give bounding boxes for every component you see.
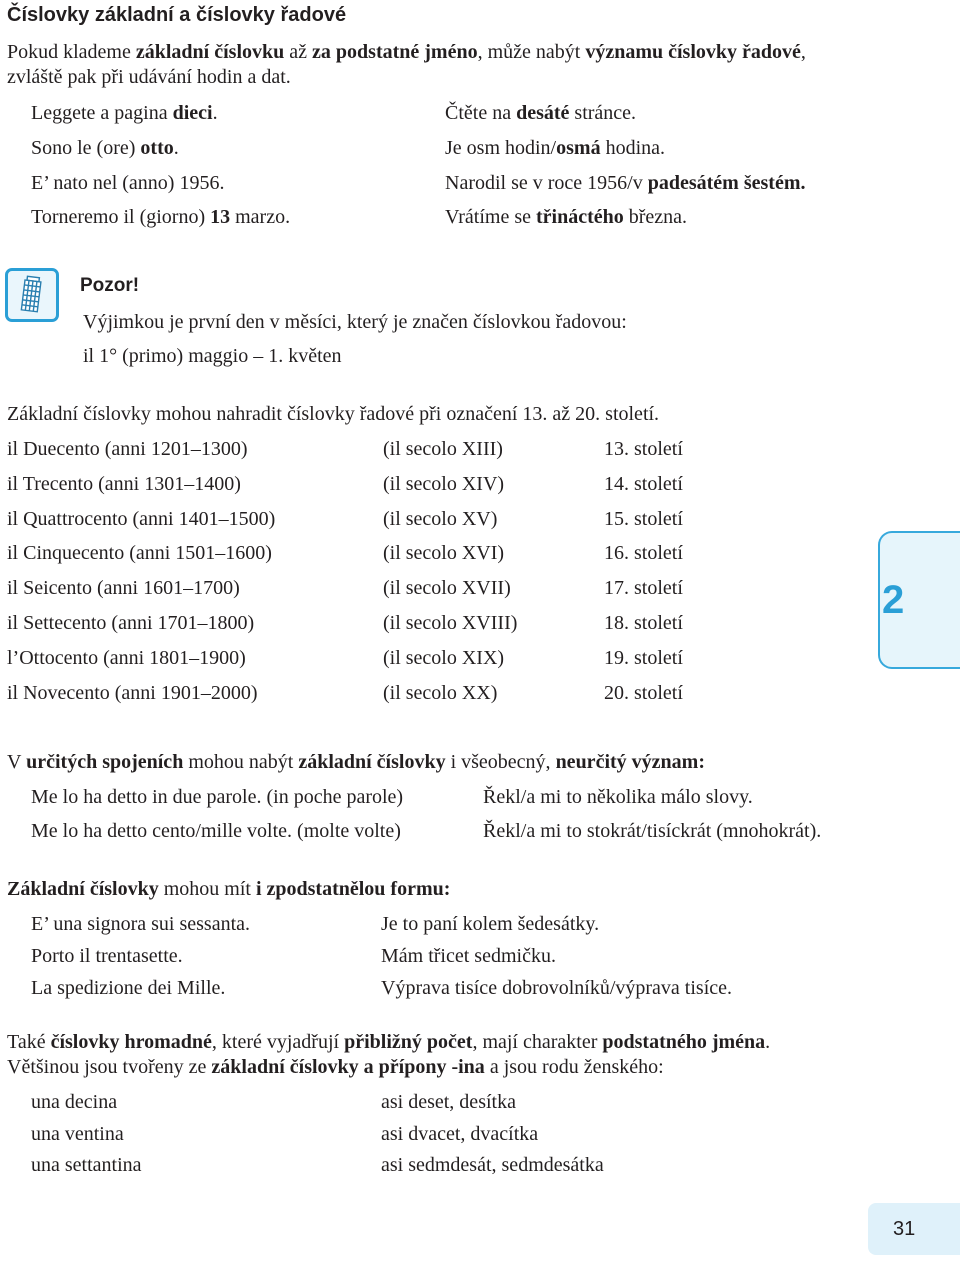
nominal-example-it: La spedizione dei Mille.: [31, 977, 226, 999]
century-latin: (il secolo XV): [383, 508, 498, 530]
indefinite-intro: V určitých spojeních mohou nabýt základní číslovky i všeobecný, neurčitý význam:: [7, 751, 705, 773]
indefinite-example-cz: Řekl/a mi to stokrát/tisíckrát (mnohokrát).: [483, 820, 822, 842]
intro-paragraph: Pokud klademe základní číslovku až za podstatné jméno, může nabýt významu číslovky řadové, zvláště pak při udávání hodin a dat.: [7, 41, 806, 88]
indefinite-example-it: Me lo ha detto cento/mille volte. (molte volte): [31, 820, 401, 842]
century-it: il Settecento (anni 1701–1800): [7, 612, 255, 634]
centuries-intro: Základní číslovky mohou nahradit číslovky řadové při označení 13. až 20. století.: [7, 403, 660, 425]
nominal-example-it: Porto il trentasette.: [31, 945, 183, 967]
nominal-example-it: E’ una signora sui sessanta.: [31, 913, 251, 935]
page-number: 31: [893, 1218, 916, 1240]
collective-example-it: una settantina: [31, 1154, 142, 1176]
nominal-example-cz: Mám třicet sedmičku.: [381, 945, 556, 967]
century-latin: (il secolo XVII): [383, 577, 511, 599]
indefinite-example-cz: Řekl/a mi to několika málo slovy.: [483, 786, 753, 808]
century-it: l’Ottocento (anni 1801–1900): [7, 647, 246, 669]
pozor-heading: Pozor!: [80, 275, 140, 296]
collective-example-cz: asi deset, desítka: [381, 1091, 516, 1113]
century-cz: 14. století: [604, 473, 683, 495]
century-cz: 20. století: [604, 682, 683, 704]
nominal-example-cz: Je to paní kolem šedesátky.: [381, 913, 600, 935]
century-latin: (il secolo XVIII): [383, 612, 518, 634]
nominal-intro: Základní číslovky mohou mít i zpodstatnělou formu:: [7, 878, 451, 900]
collective-example-it: una ventina: [31, 1123, 124, 1145]
century-it: il Trecento (anni 1301–1400): [7, 473, 241, 495]
indefinite-example-it: Me lo ha detto in due parole. (in poche parole): [31, 786, 404, 808]
pozor-text-line1: Výjimkou je první den v měsíci, který je značen číslovkou řadovou:: [83, 311, 627, 333]
example-cz-2: Je osm hodin/osmá hodina.: [445, 137, 666, 159]
page-title: Číslovky základní a číslovky řadové: [7, 4, 347, 26]
century-latin: (il secolo XVI): [383, 542, 505, 564]
example-it-4: Torneremo il (giorno) 13 marzo.: [31, 206, 291, 228]
century-cz: 18. století: [604, 612, 683, 634]
example-it-2: Sono le (ore) otto.: [31, 137, 179, 159]
collective-intro-line2: Většinou jsou tvořeny ze základní číslovky a přípony -ina a jsou rodu ženského:: [7, 1056, 664, 1078]
example-cz-3: Narodil se v roce 1956/v padesátém šestém.: [445, 172, 806, 194]
century-it: il Novecento (anni 1901–2000): [7, 682, 258, 704]
chapter-number: 2: [882, 578, 905, 622]
century-cz: 16. století: [604, 542, 683, 564]
century-cz: 17. století: [604, 577, 683, 599]
collective-intro-line1: Také číslovky hromadné, které vyjadřují přibližný počet, mají charakter podstatného jména.: [7, 1031, 771, 1053]
nominal-example-cz: Výprava tisíce dobrovolníků/výprava tisíce.: [381, 977, 733, 999]
example-it-3: E’ nato nel (anno) 1956.: [31, 172, 225, 194]
collective-example-cz: asi dvacet, dvacítka: [381, 1123, 539, 1145]
collective-example-it: una decina: [31, 1091, 118, 1113]
century-it: il Seicento (anni 1601–1700): [7, 577, 240, 599]
century-it: il Cinquecento (anni 1501–1600): [7, 542, 272, 564]
pozor-text-line2: il 1° (primo) maggio – 1. květen: [83, 345, 342, 367]
century-latin: (il secolo XIV): [383, 473, 505, 495]
example-it-1: Leggete a pagina dieci.: [31, 102, 218, 124]
century-cz: 19. století: [604, 647, 683, 669]
century-cz: 15. století: [604, 508, 683, 530]
century-cz: 13. století: [604, 438, 683, 460]
century-it: il Duecento (anni 1201–1300): [7, 438, 248, 460]
leaning-tower-icon: [5, 268, 59, 322]
century-latin: (il secolo XX): [383, 682, 498, 704]
century-latin: (il secolo XIII): [383, 438, 503, 460]
century-latin: (il secolo XIX): [383, 647, 505, 669]
collective-example-cz: asi sedmdesát, sedmdesátka: [381, 1154, 604, 1176]
example-cz-4: Vrátíme se třináctého března.: [445, 206, 688, 228]
example-cz-1: Čtěte na desáté stránce.: [445, 102, 637, 124]
century-it: il Quattrocento (anni 1401–1500): [7, 508, 276, 530]
